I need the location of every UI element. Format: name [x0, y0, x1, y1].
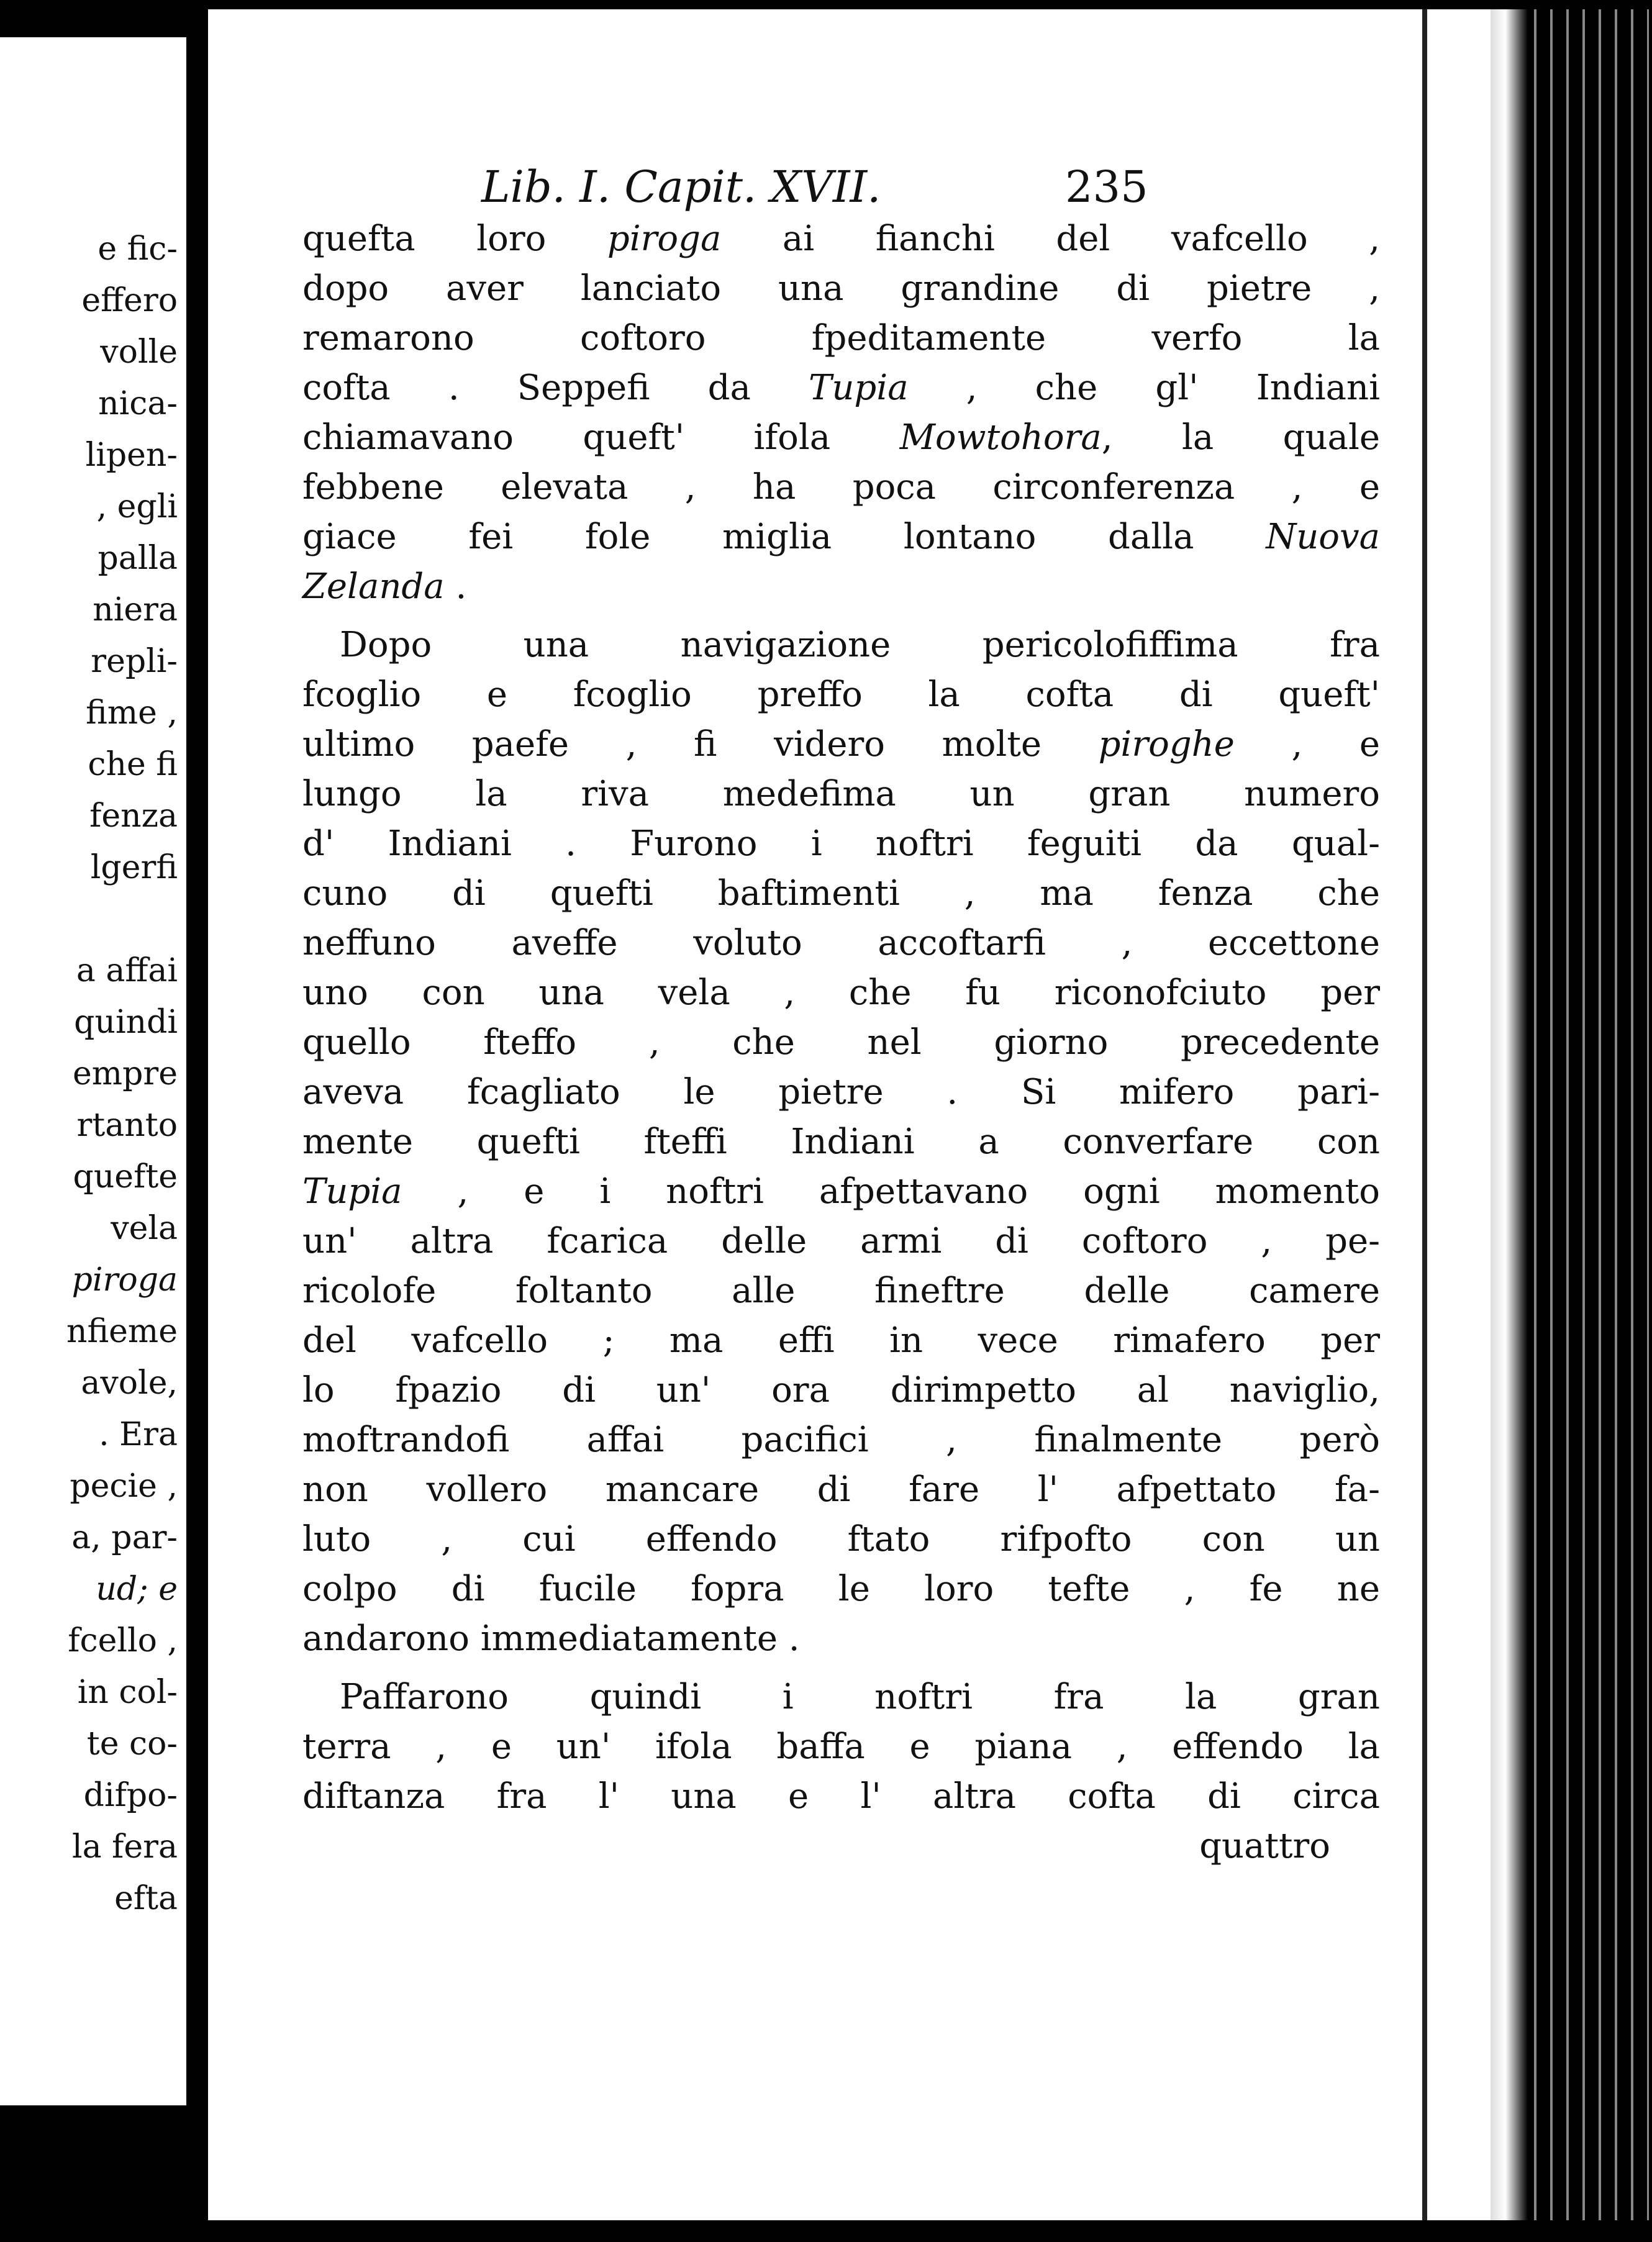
facing-page-fragment — [0, 37, 186, 2105]
facing-page-line: quindi — [74, 1004, 178, 1041]
facing-page-line: lgerfi — [90, 849, 178, 886]
text-run: quello fteffo , che nel giorno precedente — [302, 1022, 1380, 1063]
text-run: , e — [1234, 724, 1381, 765]
text-run: neffuno aveffe voluto accoftarfi , eccettone — [302, 923, 1380, 963]
facing-page-line: quefte — [73, 1158, 178, 1196]
italic-term: piroghe — [1098, 724, 1235, 765]
text-line — [302, 314, 1380, 363]
text-line — [302, 562, 1380, 612]
text-line — [302, 1366, 1380, 1415]
page-fold-line — [1422, 9, 1427, 2220]
text-run: d' Indiani . Furono i noftri feguiti da qual- — [302, 824, 1380, 864]
text-line — [302, 1266, 1380, 1316]
text-run: lo fpazio di un' ora dirimpetto al naviglio, — [302, 1370, 1380, 1410]
facing-page-line: la fera — [71, 1828, 178, 1866]
text-run: giace fei fole miglia lontano dalla — [302, 517, 1266, 557]
text-run: ultimo paefe , fi videro molte — [302, 724, 1099, 765]
text-run: luto , cui effendo ftato rifpofto con un — [302, 1519, 1380, 1559]
text-line — [302, 1722, 1380, 1772]
text-line — [302, 512, 1380, 562]
text-run: terra , e un' ifola baffa e piana , effendo la — [302, 1727, 1380, 1767]
text-line — [302, 1068, 1380, 1117]
text-run: diftanza fra l' una e l' altra cofta di circa — [302, 1776, 1380, 1817]
facing-page-line — [0, 894, 178, 945]
text-run: cofta . Seppefi da — [302, 368, 809, 408]
text-run: moftrandofi affai pacifici , finalmente però — [302, 1420, 1380, 1460]
running-title: Lib. I. Capit. XVII. — [481, 161, 881, 212]
text-run: colpo di fucile fopra le loro tefte , fe ne — [302, 1569, 1380, 1609]
text-run: , la quale — [1101, 417, 1380, 458]
facing-page-line: lipen- — [85, 437, 178, 474]
facing-page-line: a affai — [76, 952, 178, 989]
text-line — [302, 1772, 1380, 1822]
facing-page-line: a, par- — [71, 1519, 178, 1556]
italic-term: Tupia — [809, 368, 909, 408]
text-run: quefta loro — [302, 219, 607, 259]
text-line — [302, 1117, 1380, 1167]
paragraph-gap — [302, 612, 1380, 620]
facing-page-line: nica- — [98, 385, 178, 422]
text-line — [302, 869, 1380, 919]
page-edges — [1528, 9, 1649, 2220]
facing-page-lines — [0, 224, 178, 1925]
text-line — [302, 919, 1380, 968]
facing-page-line: palla — [98, 540, 178, 577]
text-run: Paffarono quindi i noftri fra la gran — [340, 1677, 1380, 1717]
text-line — [302, 413, 1380, 463]
paragraph-gap — [302, 1664, 1380, 1672]
facing-page-line: , egli — [96, 488, 178, 525]
facing-page-line: repli- — [91, 643, 178, 680]
facing-page-line: ud; e — [96, 1571, 178, 1608]
text-line — [302, 1564, 1380, 1614]
text-run: mente quefti fteffi Indiani a converfare con — [302, 1122, 1380, 1162]
facing-page-line: in col- — [77, 1674, 178, 1711]
text-line — [302, 968, 1380, 1018]
page-number: 235 — [1065, 161, 1148, 212]
facing-page-line: fime , — [86, 694, 178, 732]
facing-page-line: niera — [93, 591, 178, 629]
facing-page-line: effero — [81, 282, 178, 319]
facing-page-line: efta — [114, 1880, 178, 1917]
text-run: un' altra fcarica delle armi di coftoro , pe- — [302, 1221, 1380, 1261]
text-run: lungo la riva medefima un gran numero — [302, 774, 1380, 814]
italic-term: Nuova — [1266, 517, 1380, 557]
text-run: cuno di quefti baftimenti , ma fenza che — [302, 873, 1380, 914]
text-line — [302, 819, 1380, 869]
text-line — [302, 1018, 1380, 1068]
facing-page-line: te co- — [86, 1725, 178, 1763]
text-line — [302, 1672, 1380, 1722]
facing-page-line: fenza — [89, 797, 178, 835]
text-run: febbene elevata , ha poca circonferenza , e — [302, 467, 1380, 507]
text-run: , che gl' Indiani — [908, 368, 1380, 408]
text-run: remarono coftoro fpeditamente verfo la — [302, 318, 1380, 358]
facing-page-line: . Era — [99, 1416, 178, 1453]
page-gutter-shadow — [1491, 9, 1528, 2220]
facing-page-line: e fic- — [98, 230, 178, 268]
text-run: non vollero mancare di fare l' afpettato fa- — [302, 1469, 1380, 1510]
text-line — [302, 1316, 1380, 1366]
facing-page-line: pecie , — [70, 1468, 178, 1505]
text-line — [302, 620, 1380, 670]
text-line — [302, 214, 1380, 264]
text-run: fcoglio e fcoglio preffo la cofta di queft' — [302, 674, 1380, 715]
text-line — [302, 1415, 1380, 1465]
text-run: aveva fcagliato le pietre . Si mifero pari- — [302, 1072, 1380, 1112]
facing-page-line: nfieme — [66, 1313, 178, 1350]
text-line — [302, 1614, 1380, 1664]
facing-page-line: che fi — [88, 746, 178, 783]
facing-page-line: fcello , — [68, 1622, 178, 1659]
text-run: , e i noftri afpettavano ogni momento — [402, 1171, 1380, 1212]
text-line — [302, 670, 1380, 720]
text-line — [302, 1217, 1380, 1266]
text-run: chiamavano queft' ifola — [302, 417, 900, 458]
text-run: andarono immediatamente . — [302, 1618, 800, 1659]
text-line — [302, 720, 1380, 769]
facing-page-line: difpo- — [83, 1777, 178, 1814]
text-run: ai fianchi del vafcello , — [721, 219, 1380, 259]
text-run: uno con una vela , che fu riconofciuto per — [302, 973, 1380, 1013]
italic-term: Mowtohora — [899, 417, 1102, 458]
text-line — [302, 264, 1380, 314]
catchword: quattro — [1199, 1826, 1330, 1866]
text-run: dopo aver lanciato una grandine di pietre , — [302, 268, 1380, 309]
text-line — [302, 1515, 1380, 1564]
text-run: del vafcello ; ma effi in vece rimafero per — [302, 1320, 1380, 1361]
italic-term: piroga — [607, 219, 722, 259]
text-line — [302, 1167, 1380, 1217]
book-page — [208, 9, 1649, 2220]
facing-page-line: vela — [111, 1210, 178, 1247]
text-line — [302, 463, 1380, 512]
facing-page-line: rtanto — [76, 1107, 178, 1144]
text-run: ricolofe foltanto alle fineftre delle camere — [302, 1271, 1380, 1311]
text-line — [302, 1465, 1380, 1515]
body-text — [302, 214, 1380, 1871]
text-line — [302, 363, 1380, 413]
italic-term: Zelanda — [302, 566, 445, 607]
text-run: . — [444, 566, 467, 607]
italic-term: Tupia — [302, 1171, 402, 1212]
facing-page-line: empre — [73, 1055, 178, 1092]
text-line — [302, 769, 1380, 819]
facing-page-line: avole, — [81, 1364, 178, 1402]
facing-page-line: piroga — [71, 1261, 178, 1299]
facing-page-line: volle — [100, 334, 178, 371]
text-run: Dopo una navigazione pericolofiffima fra — [340, 625, 1380, 665]
